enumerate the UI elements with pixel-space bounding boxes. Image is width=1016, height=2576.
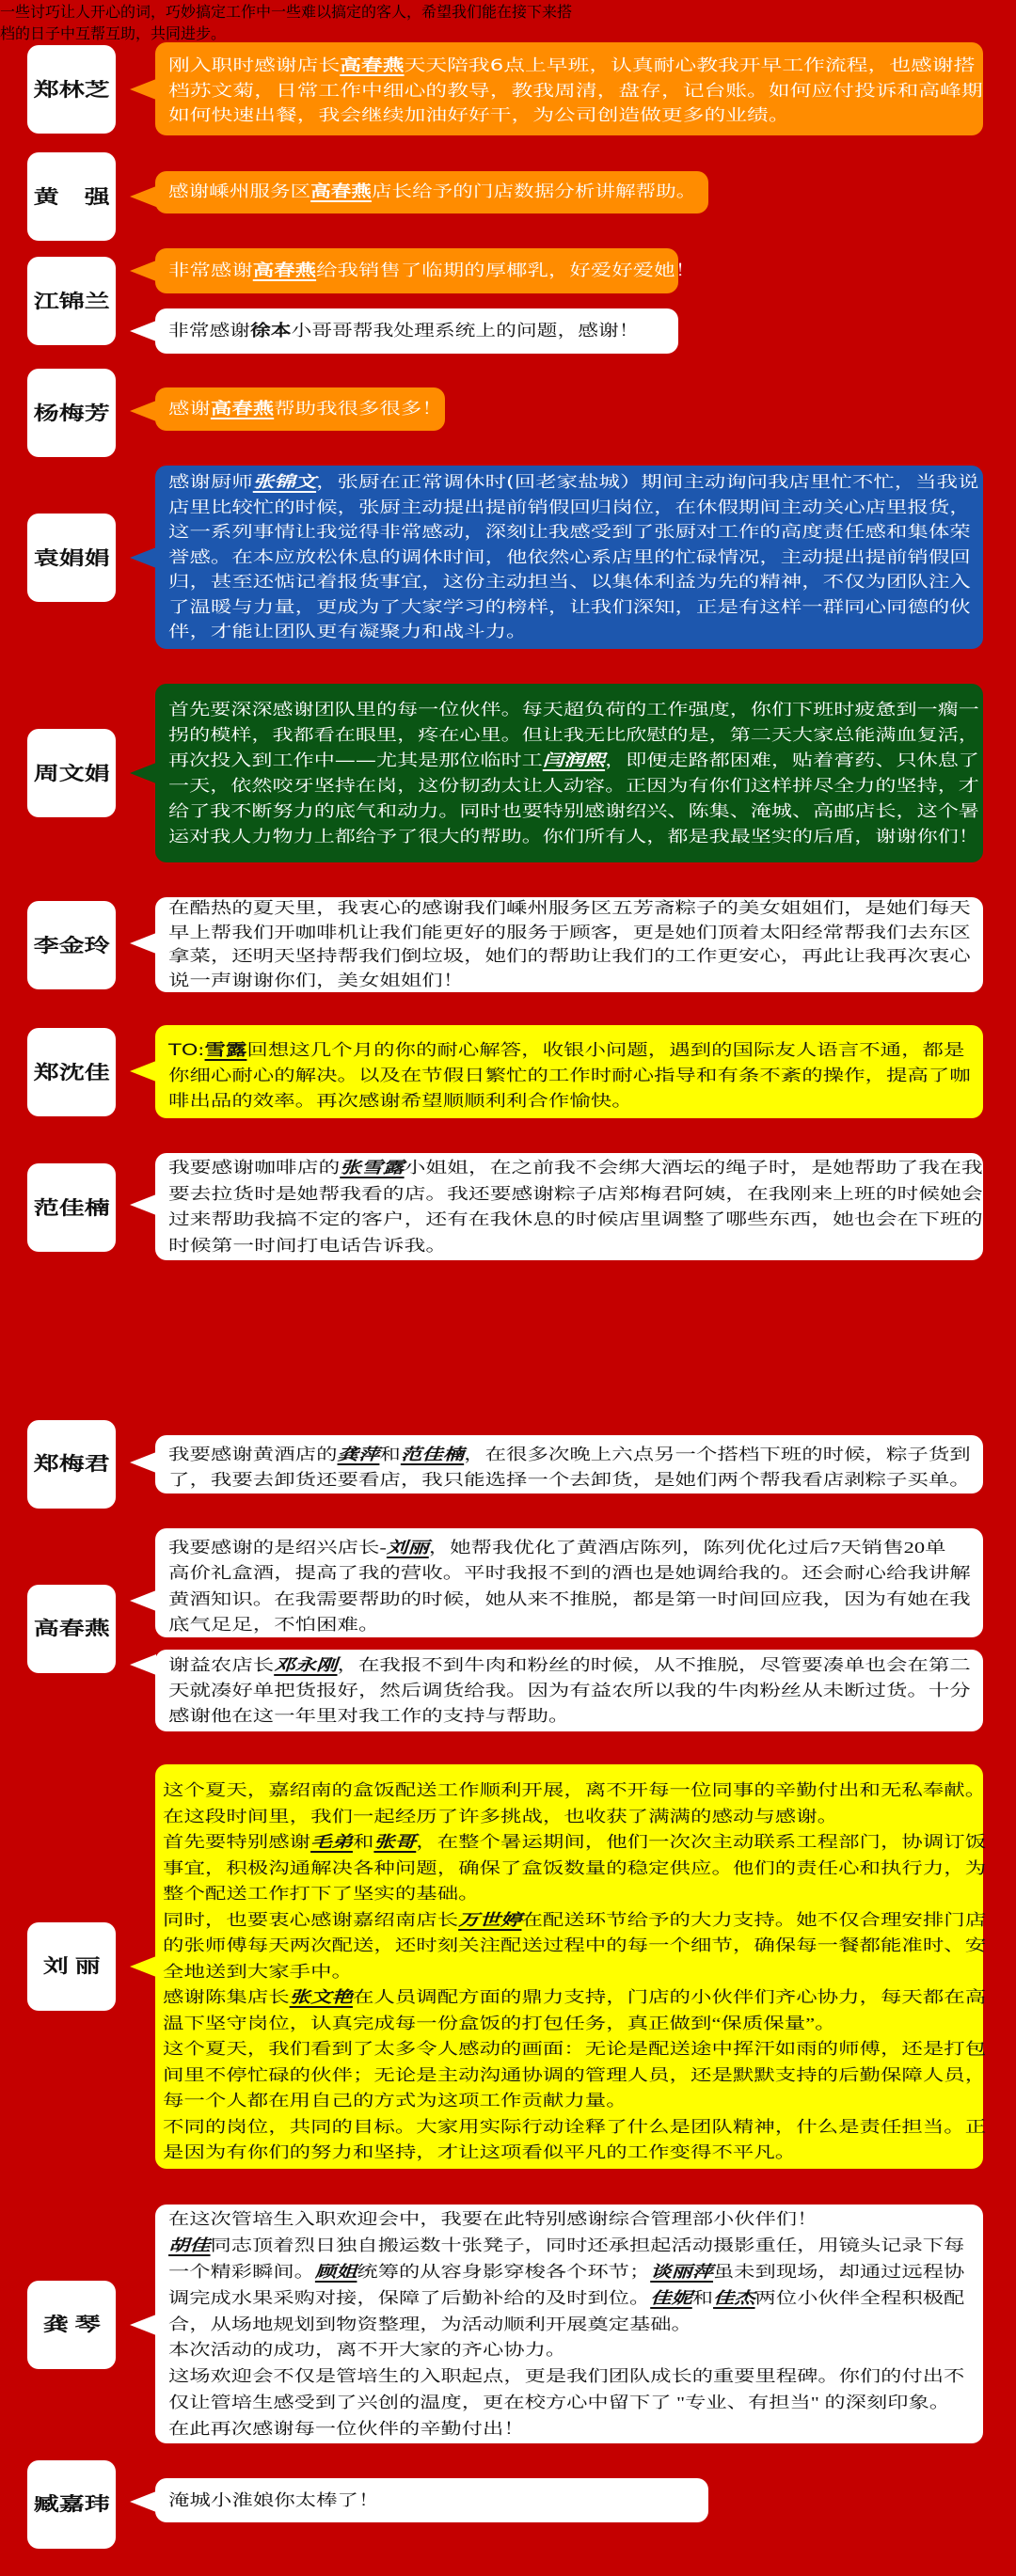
text-segment: 拿菜，还明天坚持帮我们倒垃圾，她们的帮助让我们的工作更安心，再此让我再次衷心	[168, 947, 971, 966]
text-segment: 小姐姐，在之前我不会绑大酒坛的绳子时，是她帮助了我在我	[404, 1159, 983, 1177]
highlighted-name: 谈丽萍	[650, 2262, 714, 2281]
message-text	[168, 1442, 971, 1493]
message-line	[168, 1612, 971, 1637]
message-line	[168, 2390, 964, 2416]
text-segment: 这一系列事情让我觉得非常感动，深刻让我感受到了张厨对工作的高度责任感和集体荣	[168, 523, 971, 542]
text-segment: 同时，也要衷心感谢嘉绍南店长	[163, 1910, 459, 1929]
name-badge	[27, 45, 116, 134]
message-line	[163, 1984, 986, 2011]
message-line	[163, 2140, 986, 2166]
name-badge	[27, 1585, 116, 1673]
bubble-tail	[130, 1956, 156, 1977]
text-segment: 在这次管培生入职欢迎会中，我要在此特别感谢综合管理部小伙伴们！	[168, 2210, 818, 2228]
message-line	[168, 171, 696, 213]
message-text	[168, 171, 696, 213]
text-segment: 如何快速出餐，我会继续加油好好干，为公司创造做更多的业绩。	[168, 106, 790, 125]
text-segment: 档苏文菊，日常工作中细心的教导，教我周清，盘存，记台账。如何应付投诉和高峰期	[168, 81, 983, 101]
highlighted-name: 张哥	[373, 1833, 417, 1851]
message-line	[168, 595, 978, 621]
message-line	[0, 0, 1016, 22]
text-segment: 我要感谢黄酒店的	[168, 1446, 338, 1463]
message-line	[163, 1829, 986, 1856]
text-segment: ，她帮我优化了黄酒店陈列，陈列优化过后7天销售20单	[428, 1539, 946, 1557]
message-line	[168, 520, 978, 545]
name-badge	[27, 2460, 116, 2549]
text-segment: 说一声谢谢你们，美女姐姐们！	[168, 971, 465, 990]
highlighted-name: 张雪露	[340, 1159, 405, 1177]
text-segment: 底气足足，不怕困难。	[168, 1615, 380, 1634]
author-name: 郑梅君	[33, 1454, 110, 1475]
highlighted-name: 高春燕	[340, 56, 405, 75]
author-name: 郑林芝	[33, 78, 110, 101]
text-segment: 淹城小淮娘你太棒了！	[168, 2491, 380, 2509]
message-text	[168, 1535, 971, 1637]
text-segment: 在这段时间里，我们一起经历了许多挑战，也收获了满满的感动与感谢。	[163, 1807, 839, 1825]
text-segment: 仅让管培生感受到了兴创的温度，更在校方心中留下了 "专业、有担当" 的深刻印象。	[168, 2394, 951, 2412]
message-line	[163, 2036, 986, 2062]
highlighted-name: 高春燕	[210, 400, 275, 419]
message-line	[168, 2363, 964, 2390]
message-line	[168, 1234, 983, 1260]
highlighted-name: 徐本	[250, 322, 292, 340]
text-segment: ，即便走路都困难，贴着膏药、只休息了	[605, 751, 979, 770]
text-segment: 事宜，积极沟通解决各种问题，确保了盒饭数量的稳定供应。他们的责任心和执行力，为	[163, 1858, 987, 1877]
message-bubble	[155, 466, 983, 649]
text-segment: 这个夏天，我们看到了太多令人感动的画面：无论是配送途中挥汗如雨的师傅，还是打包	[163, 2040, 987, 2058]
text-segment: 整个配送工作打下了坚实的基础。	[163, 1885, 480, 1903]
text-segment: 回想这几个月的你的耐心解答，收银小问题，遇到的国际友人语言不通，都是	[246, 1041, 965, 1060]
message-line	[168, 496, 978, 521]
message-line	[168, 1064, 971, 1089]
text-segment: 感谢厨师	[168, 473, 253, 492]
message-line	[168, 723, 979, 749]
bubble-tail	[130, 401, 156, 421]
text-segment: 在酷热的夏天里，我衷心的感谢我们嵊州服务区五芳斋粽子的美女姐姐们，是她们每天	[168, 899, 971, 918]
message-bubble	[155, 2478, 708, 2522]
text-segment: 了温暖与力量，更成为了大家学习的榜样，让我们深知，正是有这样一群同心同德的伙	[168, 597, 971, 617]
message-text	[163, 1778, 986, 2166]
message-line	[168, 1442, 971, 1467]
message-line	[163, 1778, 986, 1804]
message-bubble	[155, 684, 983, 862]
name-badge	[27, 2281, 116, 2369]
message-text	[168, 897, 971, 993]
message-line	[168, 1560, 971, 1586]
bubble-tail	[130, 933, 156, 954]
text-segment: 非常感谢	[168, 322, 251, 340]
name-badge	[27, 369, 116, 457]
message-bubble	[155, 308, 678, 354]
message-line	[168, 248, 696, 293]
text-segment: 我要感谢的是绍兴店长-	[168, 1539, 387, 1557]
message-line	[168, 1587, 971, 1612]
bubble-tail	[130, 1654, 156, 1675]
text-segment: 归，甚至还惦记着报货事宜，这份主动担当、以集体利益为先的精神，不仅为团队注入	[168, 573, 971, 592]
message-bubble	[155, 1153, 983, 1260]
author-name: 高春燕	[33, 1619, 110, 1639]
name-badge	[27, 1420, 116, 1509]
message-bubble	[155, 1650, 983, 1731]
message-line	[168, 922, 971, 946]
highlighted-name: 邓永刚	[274, 1656, 338, 1674]
text-segment: 了，我要去卸货还要看店，我只能选择一个去卸货，是她们两个帮我看店剥粽子买单。	[168, 1471, 971, 1489]
text-segment: 虽未到现场，却通过远程协	[713, 2262, 965, 2281]
text-segment: 时候第一时间打电话告诉我。	[168, 1236, 448, 1256]
highlighted-name: 胡佳	[168, 2236, 211, 2254]
message-line	[163, 2088, 986, 2114]
text-segment: 调完成水果采购对接，保障了后勤补给的及时到位。	[168, 2288, 651, 2307]
message-line	[168, 103, 983, 129]
name-badge	[27, 1163, 116, 1252]
text-segment: 天就凑好单把货报好，然后调货给我。因为有益农所以我的牛肉粉丝从未断过货。十分	[168, 1682, 971, 1699]
text-segment: 天天陪我6点上早班，认真耐心教我开早工作流程，也感谢搭	[404, 56, 976, 75]
message-line	[168, 54, 983, 79]
message-bubble	[155, 42, 983, 135]
text-segment: 非常感谢	[168, 261, 253, 280]
text-segment: 不同的岗位，共同的目标。大家用实际行动诠释了什么是团队精神，什么是责任担当。正	[163, 2117, 987, 2136]
text-segment: 拐的模样，我都看在眼里，疼在心里。但让我无比欣慰的是，第二天大家总能满血复活，	[168, 726, 979, 745]
text-segment: 每一个人都在用自己的方式为这项工作贡献力量。	[163, 2092, 627, 2110]
message-line	[168, 2259, 964, 2285]
highlighted-name: 刘丽	[386, 1539, 429, 1557]
message-line	[168, 1535, 971, 1560]
text-segment: 首先要深深感谢团队里的每一位伙伴。每天超负荷的工作强度，你们下班时疲惫到一瘸一	[168, 701, 979, 719]
bubble-tail	[130, 79, 156, 100]
message-line	[168, 1038, 971, 1064]
text-segment: 过来帮助我搞不定的客户，还有在我休息的时候店里调整了哪些东西，她也会在下班的	[168, 1210, 983, 1229]
message-text	[168, 248, 696, 293]
text-segment: 谢益农店长	[168, 1656, 275, 1674]
message-bubble	[155, 897, 983, 992]
message-text	[168, 470, 978, 645]
text-segment: 感谢	[168, 400, 211, 419]
name-badge	[27, 901, 116, 989]
message-line	[168, 79, 983, 104]
message-bubble	[155, 248, 696, 293]
author-name: 臧嘉玮	[33, 2494, 110, 2515]
highlighted-name: 顾姐	[314, 2262, 357, 2281]
text-segment: 同志顶着烈日独自搬运数十张凳子，同时还承担起活动摄影重任，用镜头记录下每	[210, 2236, 965, 2254]
message-line	[168, 387, 443, 431]
message-line	[168, 1678, 971, 1703]
bubble-tail	[130, 547, 156, 568]
text-segment: 店长给予的门店数据分析讲解帮助。	[371, 182, 697, 201]
message-line	[163, 1933, 986, 1959]
text-segment: 本次活动的成功，离不开大家的齐心协力。	[168, 2341, 567, 2360]
message-text	[168, 698, 979, 850]
message-text	[168, 387, 443, 431]
message-line	[168, 1208, 983, 1234]
text-segment: 早上帮我们开咖啡机让我们能更好的服务于顾客，更是她们顶着太阳经常帮我们去东区	[168, 923, 971, 942]
message-line	[168, 1703, 971, 1729]
message-line	[163, 1856, 986, 1882]
text-segment: 在此再次感谢每一位伙伴的辛勤付出！	[168, 2420, 525, 2439]
highlighted-name: 万世婷	[458, 1910, 522, 1929]
author-name: 刘 丽	[42, 1956, 101, 1977]
highlighted-name: 张锦文	[252, 473, 317, 492]
message-line	[168, 749, 979, 774]
message-bubble	[155, 2205, 983, 2443]
text-segment: 感谢嵊州服务区	[168, 182, 311, 201]
message-line	[168, 1467, 971, 1493]
message-line	[168, 970, 971, 994]
text-segment: 一些讨巧让人开心的词，巧妙搞定工作中一些难以搞定的客人，希望我们能在接下来搭	[0, 3, 573, 21]
message-line	[163, 2114, 986, 2141]
text-segment: 要去拉货时是她帮我看的店。我还要感谢粽子店郑梅君阿姨，在我刚来上班的时候她会	[168, 1184, 983, 1204]
text-segment: 伴，才能让团队更有凝聚力和战斗力。	[168, 623, 528, 641]
name-badge	[27, 1028, 116, 1116]
bubble-tail	[130, 1194, 156, 1215]
author-name: 江锦兰	[33, 290, 110, 312]
message-text	[168, 2478, 379, 2522]
text-segment: 全地送到大家手中。	[163, 1962, 353, 1981]
bubble-tail	[130, 1590, 156, 1611]
text-segment: 和	[379, 1446, 401, 1463]
text-segment: 刚入职时感谢店长	[168, 56, 341, 75]
message-text	[168, 2206, 964, 2442]
message-line	[168, 570, 978, 595]
author-name: 范佳楠	[33, 1196, 110, 1219]
message-line	[168, 2233, 964, 2259]
message-line	[168, 2478, 379, 2522]
text-segment: 我要感谢咖啡店的	[168, 1159, 341, 1177]
text-segment: 档的日子中互帮互助，共同进步。	[0, 24, 227, 42]
text-segment: 一天，依然咬牙坚持在岗，这份韧劲太让人动容。正因为有你们这样拼尽全力的坚持，才	[168, 777, 979, 796]
message-line	[0, 22, 1016, 43]
text-segment: 感谢陈集店长	[163, 1988, 290, 2006]
text-segment: 小哥哥帮我处理系统上的问题，感谢！	[291, 322, 640, 340]
message-bubble	[155, 1528, 983, 1637]
text-segment: 首先要特别感谢	[163, 1833, 311, 1851]
bubble-tail	[130, 321, 156, 341]
text-segment: 和	[691, 2288, 714, 2307]
message-text	[168, 308, 639, 354]
author-name: 龚 琴	[42, 2315, 101, 2335]
message-line	[168, 945, 971, 970]
text-segment: 统筹的从容身影穿梭各个环节；	[357, 2262, 651, 2281]
message-text	[168, 1652, 971, 1729]
text-segment: ，在我报不到牛肉和粉丝的时候，从不推脱，尽管要凑单也会在第二	[337, 1656, 971, 1674]
name-badge	[27, 514, 116, 602]
highlighted-name: 高春燕	[310, 182, 372, 201]
highlighted-name: 张文艳	[289, 1988, 353, 2006]
message-text	[168, 54, 983, 129]
message-line	[168, 2416, 964, 2442]
message-bubble	[155, 387, 445, 431]
message-line	[168, 2206, 964, 2233]
message-line	[168, 1182, 983, 1209]
text-segment: 合，从场地规划到物资整理，为活动顺利开展奠定基础。	[168, 2315, 692, 2333]
text-segment: 运对我人力物力上都给予了很大的帮助。你们所有人，都是我最坚实的后盾，谢谢你们！	[168, 828, 979, 846]
text-segment: 在人员调配方面的鼎力支持，门店的小伙伴们齐心协力，每天都在高	[352, 1988, 987, 2006]
highlighted-name: 龚萍	[337, 1446, 380, 1463]
text-segment: 这场欢迎会不仅是管培生的入职起点，更是我们团队成长的重要里程碑。你们的付出不	[168, 2367, 965, 2386]
message-line	[168, 799, 979, 825]
name-badge	[27, 1922, 116, 2011]
text-segment: 的张师傅每天两次配送，还时刻关注配送过程中的每一个细节，确保每一餐都能准时、安	[163, 1936, 987, 1954]
highlighted-name: 佳妮	[650, 2288, 692, 2307]
message-line	[168, 1089, 971, 1114]
bubble-tail	[130, 2315, 156, 2335]
text-segment: 温下坚守岗位，认真完成每一份盒饭的打包任务，真正做到“保质保量”。	[163, 2014, 836, 2032]
text-segment: 你细心耐心的解决。以及在节假日繁忙的工作时耐心指导和有条不紊的操作，提高了咖	[168, 1067, 971, 1085]
name-badge	[27, 257, 116, 345]
bubble-tail	[130, 2491, 156, 2512]
bubble-tail	[130, 1061, 156, 1082]
message-line	[168, 1652, 971, 1678]
message-bubble	[155, 1025, 983, 1118]
message-line	[163, 1907, 986, 1934]
message-line	[168, 698, 979, 723]
text-segment: 高价礼盒酒，提高了我的营收。平时我报不到的酒也是她调给我的。还会耐心给我讲解	[168, 1564, 971, 1583]
highlighted-name: 毛弟	[310, 1833, 353, 1851]
text-segment: TO:	[168, 1041, 205, 1060]
text-segment: 帮助我很多很多！	[274, 400, 443, 419]
author-name: 郑沈佳	[33, 1061, 110, 1083]
author-name: 袁娟娟	[33, 546, 110, 569]
text-segment: ，张厨在正常调休时(回老家盐城）期间主动询问我店里忙不忙，当我说	[316, 473, 979, 492]
message-text	[168, 1156, 983, 1259]
text-segment: 在配送环节给予的大力支持。她不仅合理安排门店	[521, 1910, 987, 1929]
bubble-tail	[130, 763, 156, 783]
message-line	[168, 470, 978, 496]
text-segment: 店里比较忙的时候，张厨主动提出提前销假回归岗位，在休假期间主动关心店里报货，	[168, 498, 971, 517]
message-bubble	[155, 1764, 987, 2169]
message-line	[168, 545, 978, 571]
highlighted-name: 雪露	[204, 1041, 247, 1060]
message-line	[168, 1156, 983, 1182]
bubble-tail	[130, 186, 156, 207]
message-line	[168, 825, 979, 850]
text-segment: 再次投入到工作中——尤其是那位临时工	[168, 751, 543, 770]
message-line	[168, 2285, 964, 2312]
message-line	[163, 1804, 986, 1830]
message-line	[168, 2312, 964, 2338]
author-name: 杨梅芳	[33, 402, 110, 424]
message-line	[163, 1959, 986, 1985]
author-name: 周文娟	[33, 762, 110, 784]
message-bubble	[155, 1435, 983, 1493]
text-segment: 两位小伙伴全程积极配	[754, 2288, 965, 2307]
message-line	[168, 620, 978, 645]
message-line	[168, 897, 971, 922]
text-segment: 黄酒知识。在我需要帮助的时候，她从来不推脱，都是第一时间回应我，因为有她在我	[168, 1589, 971, 1608]
message-bubble	[155, 171, 708, 213]
text-segment: 这个夏天，嘉绍南的盒饭配送工作顺利开展，离不开每一位同事的辛勤付出和无私奉献。	[163, 1781, 987, 1799]
text-segment: 誉感。在本应放松休息的调休时间，他依然心系店里的忙碌情况，主动提出提前销假回	[168, 547, 971, 567]
bubble-tail	[130, 261, 156, 281]
message-line	[163, 2062, 986, 2089]
text-segment: ，在整个暑运期间，他们一次次主动联系工程部门，协调订饭	[416, 1833, 987, 1851]
message-line	[168, 774, 979, 799]
text-segment: 给了我不断努力的底气和动力。同时也要特别感谢绍兴、陈集、淹城、高邮店长，这个暑	[168, 802, 979, 821]
text-segment: 是因为有你们的努力和坚持，才让这项看似平凡的工作变得不平凡。	[163, 2143, 797, 2161]
name-badge	[27, 729, 116, 817]
name-badge	[27, 152, 116, 241]
message-line	[168, 308, 639, 354]
text-segment: 和	[352, 1833, 374, 1851]
text-segment: 一个精彩瞬间。	[168, 2262, 315, 2281]
text-segment: 感谢他在这一年里对我工作的支持与帮助。	[168, 1707, 570, 1725]
message-line	[163, 1881, 986, 1907]
highlighted-name: 范佳楠	[400, 1446, 465, 1463]
message-text	[168, 1038, 971, 1114]
text-segment: ，在很多次晚上六点另一个搭档下班的时候，粽子货到	[464, 1446, 971, 1463]
bubble-tail	[130, 1452, 156, 1473]
author-name: 李金玲	[33, 934, 110, 956]
author-name: 黄 强	[33, 185, 110, 208]
message-line	[168, 2337, 964, 2363]
message-line	[163, 2011, 986, 2037]
highlighted-name: 佳杰	[713, 2288, 755, 2307]
text-segment: 间里不停忙碌的伙伴；无论是主动沟通协调的管理人员，还是默默支持的后勤保障人员，	[163, 2065, 987, 2084]
highlighted-name: 高春燕	[252, 261, 317, 280]
text-segment: 啡出品的效率。再次感谢希望顺顺利利合作愉快。	[168, 1092, 633, 1111]
highlighted-name: 闫润熙	[542, 751, 606, 770]
text-segment: 给我销售了临期的厚椰乳，好爱好爱她！	[316, 261, 696, 280]
